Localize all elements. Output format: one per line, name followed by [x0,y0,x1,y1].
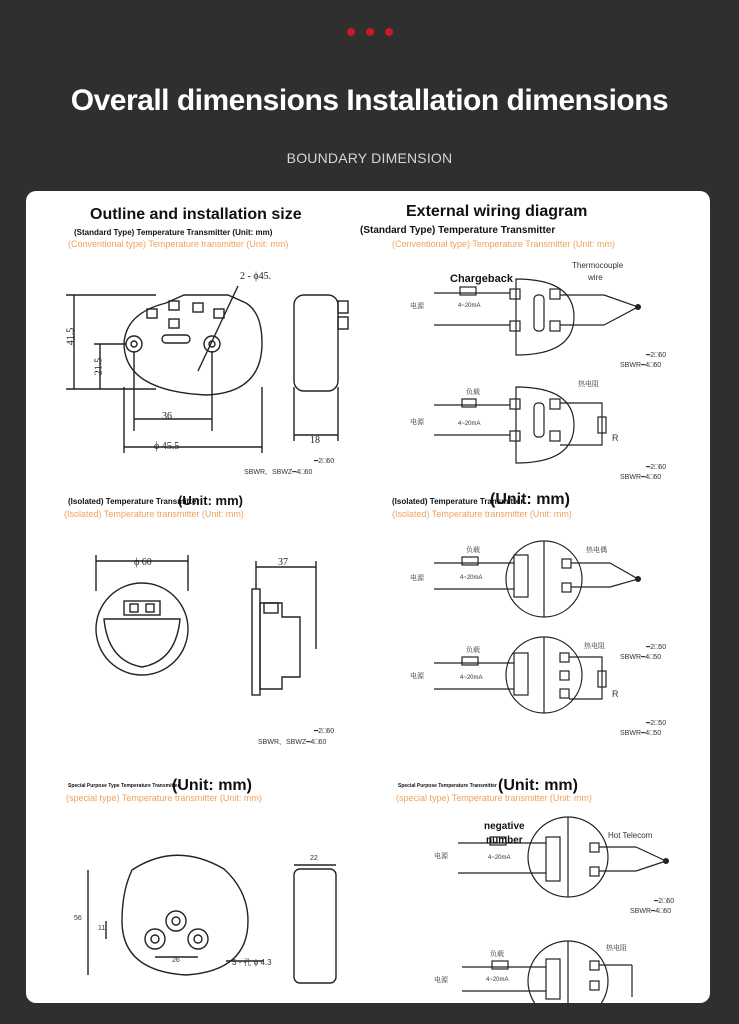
std-type-label: (Standard Type) Temperature Transmitter (Unit: mm) [74,228,273,237]
iso-depth-dimension: 37 [278,557,288,568]
current-label-b: 4~20mA [458,421,481,427]
power-label-a: 电源 [410,303,424,310]
outline-heading: Outline and installation size [90,206,302,223]
current-label-d: 4~20mA [460,675,483,681]
dimension-card [26,191,710,1003]
sp-type-label-cn: (special type) Temperature transmitter (Unit: mm) [66,793,262,803]
red-dot-icon [347,28,355,36]
rtd-label-d: 热电阻 [584,643,605,650]
model-iso-1: ━2□60 [314,728,335,735]
half-height-dimension: 21.5 [93,357,105,376]
current-label-f: 4~20mA [486,977,509,983]
iso-type-label-cn: (Isolated) Temperature transmitter (Unit: mm) [64,509,244,519]
hot-telecom-label: Hot Telecom [608,831,653,840]
model-b1: ━2□60 [646,464,667,471]
model-std-2: SBWR、SBWZ━4□60 [244,469,313,476]
model-c2: SBWR━4□50 [620,654,662,661]
model-d1: ━2□50 [646,720,667,727]
wiring-iso-label-cn: (Isolated) Temperature transmitter (Unit: mm) [392,509,572,519]
model-d2: SBWR━4□50 [620,730,662,737]
number-label: number [486,835,523,846]
diameter-dimension: ϕ 45.5 [154,441,180,452]
wiring-iso-label: (Isolated) Temperature Transmitter [392,497,524,506]
sp-type-label: Special Purpose Type Temperature Transmitter [68,783,180,789]
sp-spacing-dimension: 26 [172,957,180,964]
std-type-label-cn: (Conventional type) Temperature transmitter (Unit: mm) [68,239,289,249]
wiring-std-label: (Standard Type) Temperature Transmitter [360,225,556,236]
model-b2: SBWR━4□60 [620,474,662,481]
model-std-1: ━2□60 [314,458,335,465]
tc-label-c: 热电偶 [586,547,607,554]
rtd-label-b: 热电阻 [578,381,599,388]
resistor-label-d: R [612,689,619,699]
load-label-c: 负载 [466,547,480,554]
power-label-d: 电源 [410,673,424,680]
red-dot-icon [385,28,393,36]
hole-dimension: 2 - ϕ45. [240,271,272,282]
rtd-label-f: 热电阻 [606,945,627,952]
dimension-drawings [26,191,710,1003]
resistor-label-b: R [612,433,619,443]
current-label-c: 4~20mA [460,575,483,581]
wiring-sp-label: Special Purpose Temperature Transmitter [398,783,497,789]
wire-label: wire [588,273,603,282]
power-label-b: 电源 [410,419,424,426]
current-label-e: 4~20mA [488,855,511,861]
special-outline-drawing [88,855,336,983]
standard-outline-drawing [66,286,348,453]
sp-holes-dimension: 3 - 孔 ϕ 4.3 [232,958,272,967]
wiring-iso-unit: (Unit: mm) [490,491,570,508]
isolated-outline-drawing [96,555,316,695]
load-label-f: 负载 [490,951,504,958]
height-dimension: 41.5 [65,327,77,346]
iso-type-label: (Isolated) Temperature Transmitter [68,497,200,506]
negative-label: negative [484,821,525,832]
decorative-dots [0,28,739,36]
model-a1: ━2□60 [646,352,667,359]
depth-dimension: 18 [310,435,320,446]
current-label-a: 4~20mA [458,303,481,309]
load-label-b: 负载 [466,389,480,396]
model-e1: ━2□60 [654,898,675,905]
red-dot-icon [366,28,374,36]
wiring-heading: External wiring diagram [406,203,588,220]
thermocouple-label: Thermocouple [572,261,624,270]
wiring-diagram-a [434,279,638,355]
iso-diameter-dimension: ϕ 60 [134,557,152,568]
wiring-sp-unit: (Unit: mm) [498,777,578,794]
sp-depth-dimension: 22 [310,855,318,862]
iso-unit-label: (Unit: mm) [178,493,243,508]
model-iso-2: SBWR、SBWZ━4□60 [258,739,327,746]
sp-height-dimension: 56 [74,915,82,922]
model-a2: SBWR━4□60 [620,362,662,369]
wiring-sp-label-cn: (special type) Temperature transmitter (Unit: mm) [396,793,592,803]
power-label-f: 电源 [434,977,448,984]
power-label-e: 电源 [434,853,448,860]
model-c1: ━2□50 [646,644,667,651]
load-label-d: 负载 [466,647,480,654]
model-e2: SBWR━4□60 [630,908,672,915]
power-label-c: 电源 [410,575,424,582]
hole-spacing-dimension: 36 [162,411,172,422]
page-title: Overall dimensions Installation dimensions [70,84,669,117]
page-subtitle: BOUNDARY DIMENSION [286,150,453,166]
chargeback-label: Chargeback [450,273,513,285]
sp-offset-dimension: 11 [98,925,106,932]
wiring-std-label-cn: (Conventional type) Temperature Transmitter (Unit: mm) [392,239,615,249]
sp-unit-label: (Unit: mm) [172,777,252,794]
